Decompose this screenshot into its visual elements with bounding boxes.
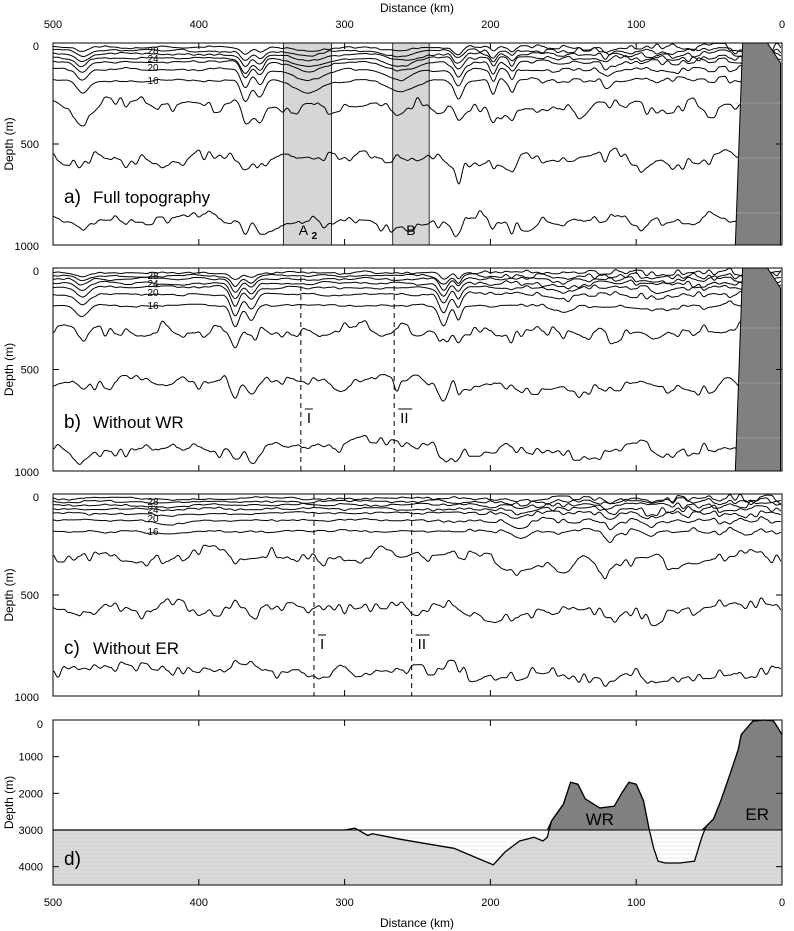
y-tick-label: 1000 [18,751,43,764]
y-tick-label: 2000 [18,788,43,801]
y-tick-label: 1000 [14,692,39,704]
isotherm-label: 24 [147,54,159,65]
shaded-region-label: B [406,222,416,238]
panel-c [2,492,782,704]
isotherm-line [53,436,781,465]
isotherm-line [53,301,781,327]
marker-label-i: I [319,636,325,653]
island-shape [735,43,780,245]
topography-panel [2,719,785,909]
shaded-region-subscript: 2 [311,231,318,242]
y-axis-title: Depth (m) [2,342,16,397]
isotherm-label: 24 [147,279,159,290]
isotherm-line [53,321,781,348]
top-axis-title: Distance (km) [379,1,455,15]
y-tick-label: 3000 [18,825,43,837]
top-x-tick-label: 300 [335,19,354,31]
panel-caption: Full topography [93,188,211,207]
isotherm-label: 20 [147,63,159,74]
y-tick-label: 500 [20,139,39,151]
panel-letter: c) [64,638,80,659]
bottom-axis-title: Distance (km) [379,916,455,930]
top-x-tick-label: 100 [627,19,646,31]
y-axis-title: Depth (m) [2,568,16,622]
y-tick-label: 0 [32,41,39,53]
isotherm-line [53,545,781,579]
panel-a [2,41,782,253]
panel-letter: a) [64,187,81,208]
y-tick-label: 0 [36,719,43,731]
y-tick-label: 4000 [18,861,43,874]
y-tick-label: 1000 [14,241,39,253]
isotherm-label: 28 [147,271,159,282]
marker-label-i: I [306,410,312,427]
y-tick-label: 0 [32,492,39,504]
shaded-region-a [283,43,331,245]
isotherm-line [53,527,781,542]
bottom-x-tick-label: 300 [335,897,354,909]
panel-letter: d) [64,849,81,870]
marker-label-ii: II [400,410,409,427]
ridge-er [702,720,782,830]
seabed-fill [53,830,782,885]
island-shape [735,268,780,471]
isotherm-label: 20 [147,514,159,525]
y-tick-label: 1000 [14,467,39,479]
y-axis-title: Depth (m) [2,117,16,171]
shaded-region-label: A [298,222,309,238]
top-x-tick-label: 0 [778,19,786,31]
y-tick-label: 500 [20,590,39,602]
isotherm-label: 20 [147,288,159,299]
ridge-label-wr: WR [585,810,614,829]
marker-label-ii: II [417,636,427,653]
bottom-x-tick-label: 200 [481,897,500,909]
isotherm-line [53,268,781,279]
panel-b [2,266,782,479]
isotherm-line [53,375,781,402]
panel-caption: Without ER [93,639,179,658]
shaded-region-b [393,43,429,245]
bottom-x-tick-label: 400 [189,897,208,909]
isotherm-label: 28 [147,46,159,57]
isotherm-line [53,598,781,626]
bottom-x-tick-label: 100 [627,897,646,909]
y-tick-label: 0 [32,266,39,278]
isotherm-label: 24 [147,505,159,516]
top-x-tick-label: 500 [43,19,63,31]
bottom-x-tick-label: 0 [778,897,786,909]
isotherm-label: 16 [147,527,159,538]
isotherm-line [53,517,781,530]
isotherm-label: 16 [147,301,159,312]
ridge-label-er: ER [745,805,770,824]
panel-letter: b) [64,412,81,433]
panel-frame [53,268,782,471]
panel-caption: Without WR [93,413,184,432]
top-x-tick-label: 400 [189,19,208,31]
isotherm-label: 28 [147,497,159,508]
bottom-x-tick-label: 500 [43,897,63,909]
top-x-tick-label: 200 [481,19,500,31]
temperature-panels [2,19,785,704]
y-tick-label: 500 [20,364,39,377]
isotherm-label: 16 [147,76,159,87]
isotherm-line [53,291,781,315]
y-axis-title: Depth (m) [2,775,16,830]
isotherm-line [53,660,781,686]
